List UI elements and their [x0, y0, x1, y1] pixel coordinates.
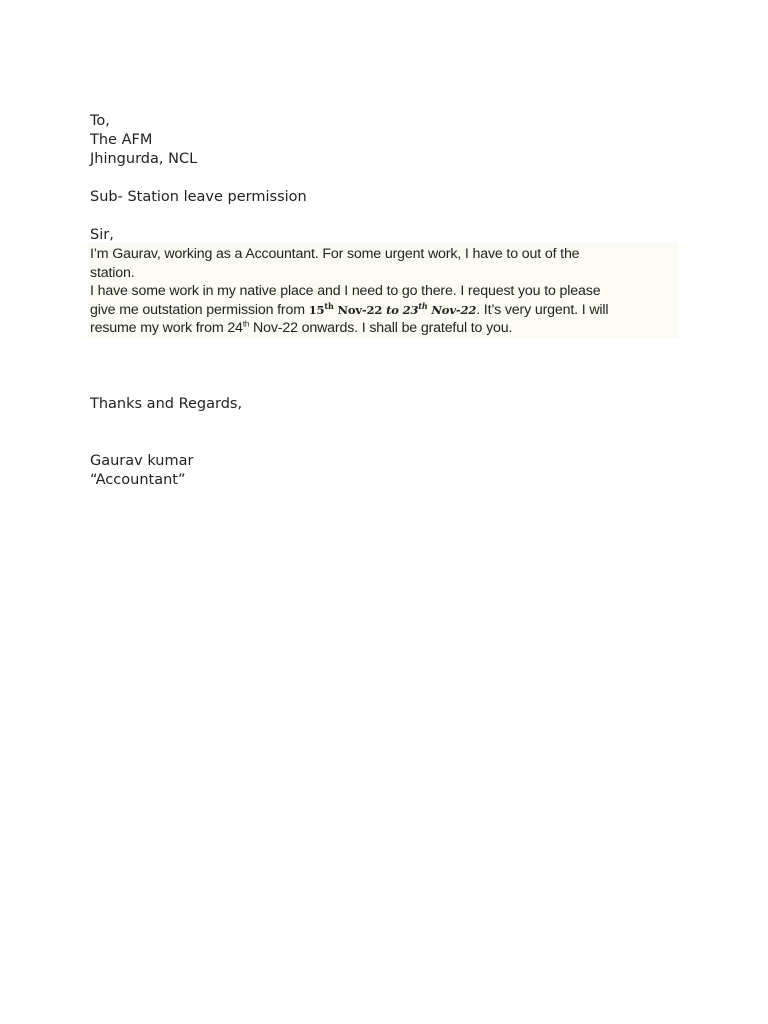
letter-body — [88, 243, 678, 338]
body-line-2: station. — [90, 264, 135, 281]
subject-line: Sub- Station leave permission — [90, 189, 307, 205]
salutation: Sir, — [90, 227, 114, 243]
date-from: 15th Nov-22 — [308, 300, 383, 317]
closing: Thanks and Regards, — [90, 396, 243, 412]
signature-title: “Accountant” — [90, 472, 186, 488]
signature-name: Gaurav kumar — [90, 453, 194, 469]
body-line-1: I’m Gaurav, working as a Accountant. For some urgent work, I have to out of the — [90, 246, 580, 262]
address-to: To, — [90, 113, 110, 129]
address-location: Jhingurda, NCL — [90, 151, 198, 167]
body-line-4 — [90, 301, 678, 320]
body-line-3: I have some work in my native place and I need to go there. I request you to please — [90, 283, 601, 299]
body-line-4-suffix: . It’s very urgent. I will — [476, 301, 609, 318]
address-recipient: The AFM — [90, 132, 153, 148]
body-line-5: resume my work from 24th Nov-22 onwards. I shall be grateful to you. — [90, 319, 513, 336]
date-range-to: to 23th Nov-22 — [382, 300, 477, 317]
body-line-4-prefix: give me outstation permission from — [90, 301, 309, 318]
